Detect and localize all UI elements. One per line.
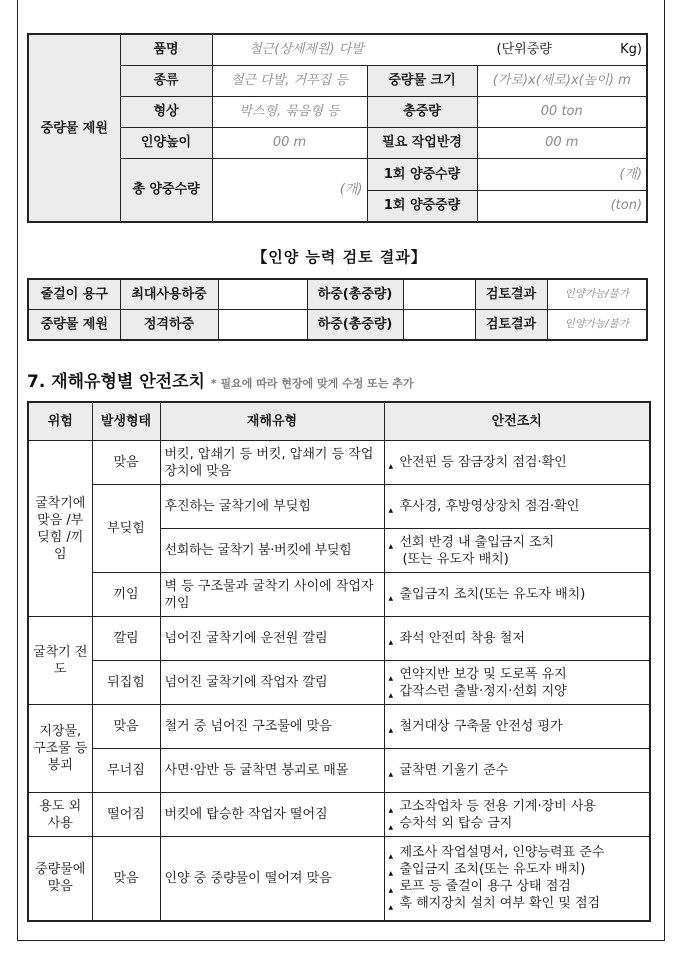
type-cell: 인양 중 중량물이 떨어져 맞음 — [160, 837, 384, 921]
per-lift-qty-value[interactable]: (개) — [477, 158, 647, 190]
table-row — [28, 837, 650, 921]
type-cell: 버킷, 압쇄기 등 버킷, 압쇄기 등 작업장치에 맞음 — [160, 441, 384, 485]
table-row — [28, 661, 650, 705]
risk-cell: 굴착기 전도 — [28, 617, 92, 705]
measure-item: ▲ 출입금지 조치(또는 유도자 배치) — [389, 861, 646, 878]
item-name-value: 철근(상세제원) 다발 — [249, 42, 364, 58]
section-heading-text: 7. 재해유형별 안전조치 — [27, 372, 205, 392]
type-cell: 벽 등 구조물과 굴착기 사이에 작업자 끼임 — [160, 573, 384, 617]
form-cell: 깔림 — [92, 617, 160, 661]
review-load-value[interactable] — [403, 279, 475, 309]
type-cell: 넘어진 굴착기에 작업자 깔림 — [160, 661, 384, 705]
review-row-label: 중량물 제원 — [28, 309, 120, 340]
unit-weight-label: (단위중량 — [496, 42, 552, 58]
table-row — [28, 573, 650, 617]
measure-cell — [384, 705, 650, 749]
risk-cell: 굴착기에 맞음 /부딪힘 /끼임 — [28, 441, 92, 617]
review-result-value[interactable]: 인양가능/불가 — [547, 309, 647, 340]
work-radius-value[interactable]: 00 m — [477, 127, 647, 158]
type-cell: 버킷에 탑승한 작업자 떨어짐 — [160, 793, 384, 837]
section-heading-note: * 필요에 따라 현장에 맞게 수정 또는 추가 — [210, 377, 414, 390]
form-cell: 끼임 — [92, 573, 160, 617]
form-cell: 무너짐 — [92, 749, 160, 793]
per-lift-weight-label: 1회 양중중량 — [367, 190, 477, 222]
measure-cell — [384, 661, 650, 705]
review-load-value[interactable] — [403, 309, 475, 340]
measure-cell — [384, 749, 650, 793]
measure-cell — [384, 617, 650, 661]
table-row — [28, 441, 650, 485]
table-row — [28, 485, 650, 529]
review-capacity-label: 최대사용하중 — [120, 279, 218, 309]
type-cell: 후진하는 굴착기에 부딪힘 — [160, 485, 384, 529]
per-lift-qty-label: 1회 양중수량 — [367, 158, 477, 190]
review-capacity-value[interactable] — [218, 309, 307, 340]
table-row — [28, 749, 650, 793]
work-radius-label: 필요 작업반경 — [367, 127, 477, 158]
risk-cell: 용도 외 사용 — [28, 793, 92, 837]
review-load-label: 하중(총중량) — [307, 309, 403, 340]
header-type: 재해유형 — [160, 402, 384, 441]
form-cell: 뒤집힘 — [92, 661, 160, 705]
risk-cell: 지장물, 구조물 등 붕괴 — [28, 705, 92, 793]
review-row-label: 줄걸이 용구 — [28, 279, 120, 309]
size-value[interactable]: (가로)x(세로)x(높이) m — [477, 65, 647, 96]
measure-item: ▲ 굴착면 기울기 준수 — [389, 762, 646, 779]
risk-cell: 중량물에 맞음 — [28, 837, 92, 921]
form-cell: 맞음 — [92, 837, 160, 921]
measure-item: ▲ 제조사 작업설명서, 인양능력표 준수 — [389, 844, 646, 861]
lift-height-value[interactable]: 00 m — [212, 127, 367, 158]
review-row — [28, 279, 647, 309]
shape-value[interactable]: 박스형, 묶음형 등 — [212, 96, 367, 127]
measure-cell — [384, 441, 650, 485]
measure-item: ▲ 철거대상 구축물 안전성 평가 — [389, 718, 646, 735]
type-label: 종류 — [120, 65, 212, 96]
measure-cell — [384, 837, 650, 921]
measure-cell — [384, 529, 650, 573]
review-capacity-value[interactable] — [218, 279, 307, 309]
measure-item: ▲ 고소작업차 등 전용 기계·장비 사용 — [389, 798, 646, 815]
measure-item: ▲ 후사경, 후방영상장치 점검·확인 — [389, 498, 646, 515]
spec-section-label: 중량물 제원 — [28, 34, 120, 222]
measure-item: ▲ 연약지반 보강 및 도로폭 유지 — [389, 666, 646, 683]
form-cell: 부딪힘 — [92, 485, 160, 573]
type-cell: 사면·암반 등 굴착면 붕괴로 매몰 — [160, 749, 384, 793]
table-row — [28, 705, 650, 749]
total-lifts-value[interactable]: (개) — [212, 158, 367, 222]
header-risk: 위험 — [28, 402, 92, 441]
measure-item: ▲ 승차석 외 탑승 금지 — [389, 815, 646, 832]
measure-item: ▲ 좌석 안전띠 착용 철저 — [389, 630, 646, 647]
item-name-cell[interactable] — [212, 34, 647, 65]
table-row — [28, 793, 650, 837]
per-lift-weight-value[interactable]: (ton) — [477, 190, 647, 222]
load-spec-table — [27, 33, 648, 223]
total-weight-label: 총중량 — [367, 96, 477, 127]
type-cell: 철거 중 넘어진 구조물에 맞음 — [160, 705, 384, 749]
measure-cell — [384, 573, 650, 617]
header-form: 발생형태 — [92, 402, 160, 441]
review-title: 【인양 능력 검토 결과】 — [252, 248, 427, 266]
shape-label: 형상 — [120, 96, 212, 127]
measure-cell — [384, 485, 650, 529]
type-value[interactable]: 철근 다발, 거푸집 등 — [212, 65, 367, 96]
table-row — [28, 617, 650, 661]
measure-item: ▲ 안전핀 등 잠금장치 점검·확인 — [389, 454, 646, 471]
safety-measures-table — [27, 401, 651, 922]
review-load-label: 하중(총중량) — [307, 279, 403, 309]
review-result-label: 검토결과 — [475, 309, 547, 340]
header-measure: 안전조치 — [384, 402, 650, 441]
measure-item: ▲ 훅 해지장치 설치 여부 확인 및 점검 — [389, 895, 646, 912]
review-capacity-label: 정격하중 — [120, 309, 218, 340]
section-heading — [27, 367, 414, 392]
size-label: 중량물 크기 — [367, 65, 477, 96]
form-cell: 맞음 — [92, 441, 160, 485]
lift-height-label: 인양높이 — [120, 127, 212, 158]
form-cell: 떨어짐 — [92, 793, 160, 837]
measure-cell — [384, 793, 650, 837]
total-lifts-label: 총 양중수량 — [120, 158, 212, 222]
lift-review-table — [27, 278, 648, 341]
measure-item: ▲ 출입금지 조치(또는 유도자 배치) — [389, 586, 646, 603]
unit-weight-suffix: Kg) — [620, 42, 643, 58]
total-weight-value[interactable]: 00 ton — [477, 96, 647, 127]
measure-item: ▲ 선회 반경 내 출입금지 조치 — [389, 534, 646, 551]
type-cell: 넘어진 굴착기에 운전원 깔림 — [160, 617, 384, 661]
review-result-value[interactable]: 인양가능/불가 — [547, 279, 647, 309]
measure-item: ▲ 갑작스런 출발·정지·선회 지양 — [389, 683, 646, 700]
item-name-label: 품명 — [120, 34, 212, 65]
review-result-label: 검토결과 — [475, 279, 547, 309]
measure-item: ▲ 로프 등 줄걸이 용구 상태 점검 — [389, 878, 646, 895]
measure-item: (또는 유도자 배치) — [402, 551, 509, 567]
type-cell: 선회하는 굴착기 붐·버킷에 부딪힘 — [160, 529, 384, 573]
review-row — [28, 309, 647, 340]
form-cell: 맞음 — [92, 705, 160, 749]
